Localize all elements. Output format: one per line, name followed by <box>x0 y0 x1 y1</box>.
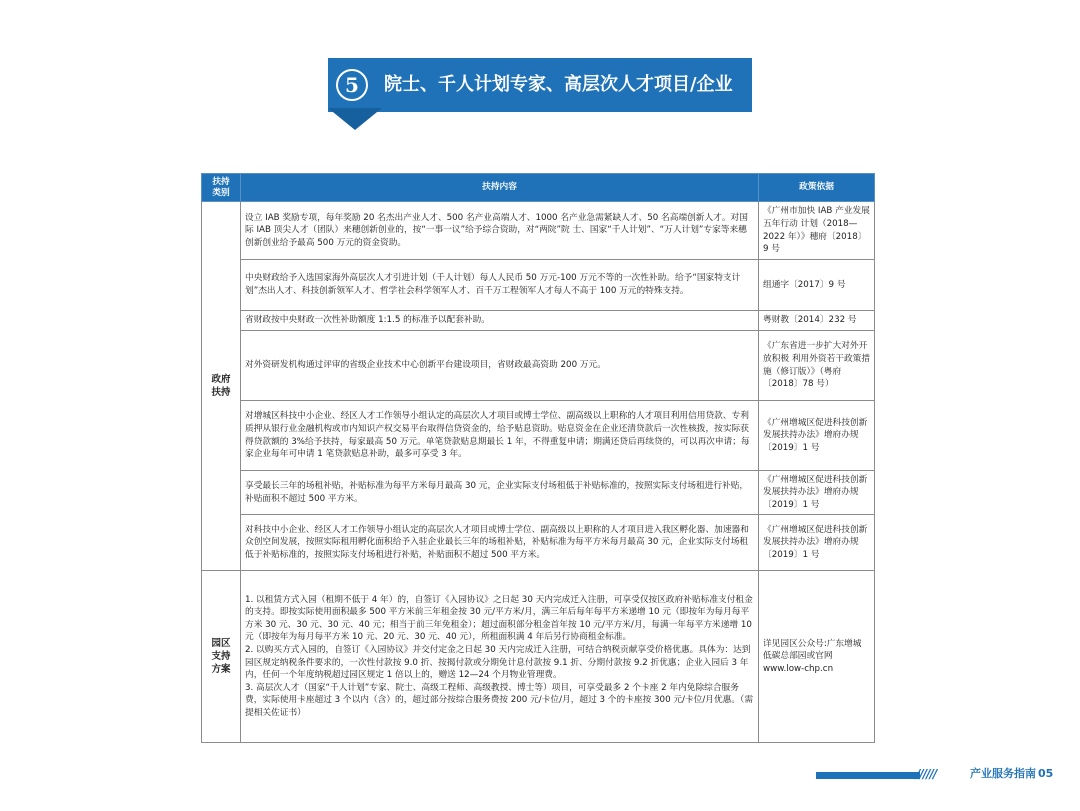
table-row <box>202 260 875 311</box>
header-basis: 政策依据 <box>759 174 875 202</box>
table-row <box>202 202 875 260</box>
basis-cell: 组通字〔2017〕9 号 <box>759 260 875 311</box>
table-header-row <box>202 174 875 202</box>
header-category <box>202 174 241 202</box>
table-row <box>202 471 875 515</box>
table-row <box>202 401 875 471</box>
table-row <box>202 515 875 571</box>
page-number: 05 <box>1038 767 1054 780</box>
basis-cell: 详见园区公众号:广东增城低碳总部园或官网 www.low-chp.cn <box>759 571 875 743</box>
content-cell: 设立 IAB 奖励专项，每年奖励 20 名杰出产业人才、500 名产业高端人才、1000 名产业急需紧缺人才、50 名高端创新人才。对国际 IAB 顶尖人才（团队）来穗创新创业的，按“一事一议”给予综合资助，对“两院”院 士、国家“千人计划”、“万人计划”专家等来穗创新创业给予最高 500 万元的资金资助。 <box>241 202 759 260</box>
category-cell-government <box>202 202 241 571</box>
table-row <box>202 571 875 743</box>
basis-cell: 《广东省进一步扩大对外开放积极 利用外资若干政策措施（修订版）》（粤府〔2018〕78 号） <box>759 331 875 401</box>
section-number-badge: 5 <box>336 69 368 101</box>
content-cell <box>241 571 759 743</box>
content-cell: 对外资研发机构通过评审的省级企业技术中心创新平台建设项目，省财政最高资助 200 万元。 <box>241 331 759 401</box>
category-cell-park <box>202 571 241 743</box>
content-cell: 对科技中小企业、经区人才工作领导小组认定的高层次人才项目或博士学位、副高级以上职称的人才项目进入我区孵化器、加速器和众创空间发展，按照实际租用孵化面积给予入驻企业最长三年的场租补贴，补贴标准为每平方米每月最高 30 元，企业实际支付场租低于补贴标准的，按照实际支付场租进行补贴，补贴面积不超过 500 平方米。 <box>241 515 759 571</box>
basis-cell: 《广州增城区促进科技创新发展扶持办法》增府办规〔2019〕1 号 <box>759 401 875 471</box>
content-cell: 享受最长三年的场租补贴，补贴标准为每平方米每月最高 30 元，企业实际支付场租低于补贴标准的，按照实际支付场租进行补贴，补贴面积不超过 500 平方米。 <box>241 471 759 515</box>
park-support-text: 1. 以租赁方式入园（租期不低于 4 年）的，自签订《入园协议》之日起 30 天内完成迁入注册，可享受仅按区政府补贴标准支付租金的支持。即按实际使用面积最多 500 平方米前三年租金按 30 元/平方米/月，满三年后每年每平方米递增 10 元（即按年为每月每平方米 30 元、30 元、30 元、40 元；相当于前三年免租金）；超过面积部分租金首年按 10 元/平方米/月，每满一年每平方米递增 10 元（即按年为每月每平方米 10 元、20 元、30 元、40 元），所租面积满 4 年后另行协商租金标准。 2. 以购买方式入园的，自签订《入园协议》并交付定金之日起 30 天内完成迁入注册，可结合纳税贡献享受价格优惠。具体为：达到园区规定纳税条件要求的，一次性付款按 9.0 折、按揭付款或分期免计息付款按 9.1 折、分期付款按 9.2 折优惠；企业入园后 3 年内，任何一个年度纳税超过园区规定 1 倍以上的，赠送 12—24 个月物业管理费。 3. 高层次人才（国家“千人计划”专家、院士、高级工程师、高级教授、博士等）项目，可享受最多 2 个卡座 2 年内免除综合服务费，实际使用卡座超过 3 个以内（含）的，超过部分按综合服务费按 200 元/卡位/月，超过 3 个的卡座按 300 元/卡位/月优惠。（需提相关佐证书） <box>245 594 754 718</box>
basis-cell: 粤财教〔2014〕232 号 <box>759 311 875 331</box>
category-label: 园区支持方案 <box>211 638 231 675</box>
footer-bar <box>816 772 920 779</box>
category-label: 政府扶持 <box>211 374 231 398</box>
basis-cell: 《广州增城区促进科技创新发展扶持办法》增府办规〔2019〕1 号 <box>759 471 875 515</box>
content-cell: 省财政按中央财政一次性补助额度 1:1.5 的标准予以配套补助。 <box>241 311 759 331</box>
header-category-label: 扶持类别 <box>212 176 230 198</box>
footer-title: 产业服务指南 <box>970 767 1036 780</box>
table-row <box>202 331 875 401</box>
basis-cell: 《广州市加快 IAB 产业发展五年行动 计划（2018—2022 年）》穗府〔2018〕9 号 <box>759 202 875 260</box>
table-row <box>202 311 875 331</box>
content-cell: 中央财政给予入选国家海外高层次人才引进计划（千人计划）每人人民币 50 万元-100 万元不等的一次性补助。给予“国家特支计划”杰出人才、科技创新领军人才、哲学社会科学领军人才、百千万工程领军人才每人不高于 100 万元的特殊支持。 <box>241 260 759 311</box>
basis-cell: 《广州增城区促进科技创新发展扶持办法》增府办规〔2019〕1 号 <box>759 515 875 571</box>
policy-table <box>201 173 875 743</box>
header-content: 扶持内容 <box>241 174 759 202</box>
section-title: 院士、千人计划专家、高层次人才项目/企业 <box>384 74 733 95</box>
content-cell: 对增城区科技中小企业、经区人才工作领导小组认定的高层次人才项目或博士学位、副高级以上职称的人才项目利用信用贷款、专利质押从银行业金融机构或市内知识产权交易平台取得信贷资金的，给予贴息资助。贴息资金在企业还清贷款后一次性核拨，按实际获得贷款额的 3%给予扶持，每家最高 50 万元。单笔贷款贴息期最长 1 年，不得重复申请；期满还贷后再续贷的，可以再次申请；每家企业每年可申请 1 笔贷款贴息补助，最多可享受 3 年。 <box>241 401 759 471</box>
banner-chevron-decoration <box>328 108 382 130</box>
footer-slashes-decoration: ////// <box>916 767 937 781</box>
